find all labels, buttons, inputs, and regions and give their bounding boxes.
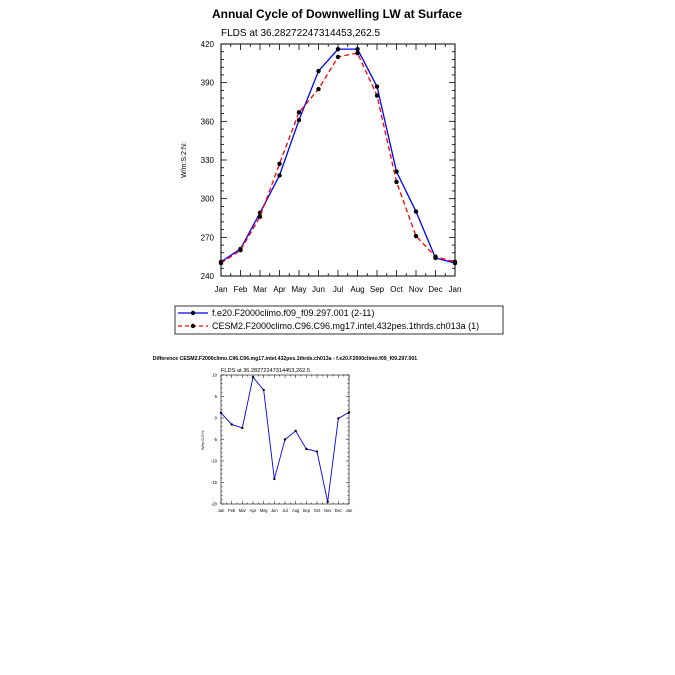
difference-series-1-point [316, 450, 318, 452]
difference-x-tick-label: Jun [270, 508, 278, 513]
main-series-1-point [375, 84, 379, 88]
difference-x-tick-label: Nov [323, 508, 332, 513]
difference-series-1-point [284, 438, 286, 440]
difference-chart-subtitle: FLDS at 36.28272247314453,262.5 [221, 368, 310, 374]
difference-y-tick-label: -5 [213, 437, 217, 442]
legend-marker-1 [191, 311, 195, 315]
main-series-1-point [336, 47, 340, 51]
legend [175, 306, 503, 334]
main-y-tick-label: 420 [200, 40, 214, 49]
difference-series-1-point [326, 501, 328, 503]
difference-series [220, 376, 350, 503]
main-y-tick-label: 270 [200, 233, 214, 243]
main-y-tick-label: 330 [200, 156, 214, 165]
difference-y-axis-label: W/m:S:2:N: [200, 429, 205, 451]
main-x-tick-label: Oct [390, 285, 403, 294]
main-x-tick-label: May [291, 285, 307, 294]
difference-series-1-point [348, 411, 350, 413]
difference-series-1-point [294, 430, 296, 432]
difference-chart-title: Difference CESM2.F2000climo.C96.C96.mg17.intel.432pes.1thrds.ch013a - f.e20.F2000climo.f09_f09.297.001 [152, 356, 418, 362]
main-series-2-line [221, 53, 455, 263]
difference-y-tick-label: 10 [212, 372, 217, 378]
difference-x-tick-label: Jul [282, 508, 288, 513]
main-series-1-point [297, 118, 301, 122]
main-series-2-point [277, 162, 281, 166]
difference-x-tick-label: Aug [291, 508, 300, 513]
main-chart-subtitle: FLDS at 36.28272247314453,262.5 [221, 28, 381, 39]
main-series-2-point [433, 254, 437, 258]
legend-label-1: f.e20.F2000climo.f09_f09.297.001 (2-11) [212, 308, 375, 318]
difference-series-1-point [337, 417, 339, 419]
difference-x-tick-label: Mar [238, 508, 246, 513]
main-series-2-point [394, 180, 398, 184]
legend-entry-2 [178, 321, 479, 331]
main-y-tick-label: 360 [200, 117, 214, 127]
legend-entry-1 [178, 308, 374, 318]
legend-marker-2 [191, 324, 195, 328]
main-x-tick-label: Jun [312, 285, 325, 294]
main-ticks [201, 40, 462, 294]
difference-series-1-point [241, 427, 243, 429]
main-y-axis-label: W/m:S:2:N: [181, 142, 188, 178]
difference-y-tick-label: -20 [210, 501, 217, 507]
main-series-1-point [355, 47, 359, 51]
main-x-tick-label: Jan [214, 285, 228, 294]
main-x-tick-label: Mar [253, 285, 267, 294]
main-series-2-point [336, 55, 340, 59]
main-series-1-line [221, 49, 455, 263]
difference-series-1-point [273, 478, 275, 480]
main-x-tick-label: Feb [233, 285, 248, 294]
difference-x-tick-label: Oct [313, 508, 321, 513]
main-series-1-point [414, 209, 418, 213]
difference-x-tick-label: May [259, 508, 268, 513]
main-x-tick-label: Sep [369, 285, 385, 294]
difference-series-1-point [252, 376, 254, 378]
main-series-2-point [219, 261, 223, 265]
main-series [219, 47, 457, 265]
main-series-2-point [375, 93, 379, 97]
main-x-tick-label: Jan [448, 285, 462, 294]
difference-y-tick-label: 0 [214, 415, 217, 421]
main-y-tick-label: 390 [200, 78, 214, 88]
main-x-tick-label: Jul [332, 285, 344, 294]
main-series-2-point [258, 215, 262, 219]
difference-series-1-point [305, 448, 307, 450]
main-y-tick-label: 240 [200, 272, 214, 281]
difference-x-tick-label: Jan [345, 508, 353, 513]
main-series-1-point [277, 173, 281, 177]
difference-x-tick-label: Jan [217, 508, 225, 513]
difference-series-1-point [230, 423, 232, 425]
main-y-tick-label: 300 [200, 194, 214, 204]
main-x-tick-label: Dec [428, 285, 443, 294]
difference-ticks [211, 373, 353, 514]
main-series-2-point [297, 110, 301, 114]
difference-y-tick-label: -15 [210, 480, 217, 485]
main-chart [181, 7, 462, 294]
difference-x-tick-label: Feb [228, 508, 236, 513]
difference-y-tick-label: -10 [210, 458, 217, 464]
main-series-2-point [316, 87, 320, 91]
difference-x-tick-label: Apr [249, 508, 257, 513]
main-chart-title: Annual Cycle of Downwelling LW at Surface [211, 7, 463, 21]
difference-x-tick-label: Sep [302, 508, 311, 513]
main-x-tick-label: Apr [273, 285, 286, 294]
main-series-2-point [238, 248, 242, 252]
main-series-2-point [414, 234, 418, 238]
main-x-tick-label: Nov [408, 285, 424, 294]
main-series-1-point [316, 69, 320, 73]
main-x-tick-label: Aug [350, 285, 365, 294]
difference-y-tick-label: 5 [214, 394, 217, 399]
main-plot-frame [221, 44, 455, 276]
difference-series-1-point [262, 389, 264, 391]
difference-series-1-point [220, 412, 222, 414]
legend-label-2: CESM2.F2000climo.C96.C96.mg17.intel.432pes.1thrds.ch013a (1) [212, 321, 480, 331]
difference-chart [153, 356, 418, 513]
difference-x-tick-label: Dec [334, 508, 343, 513]
main-series-2-point [355, 51, 359, 55]
main-series-2-point [453, 260, 457, 264]
